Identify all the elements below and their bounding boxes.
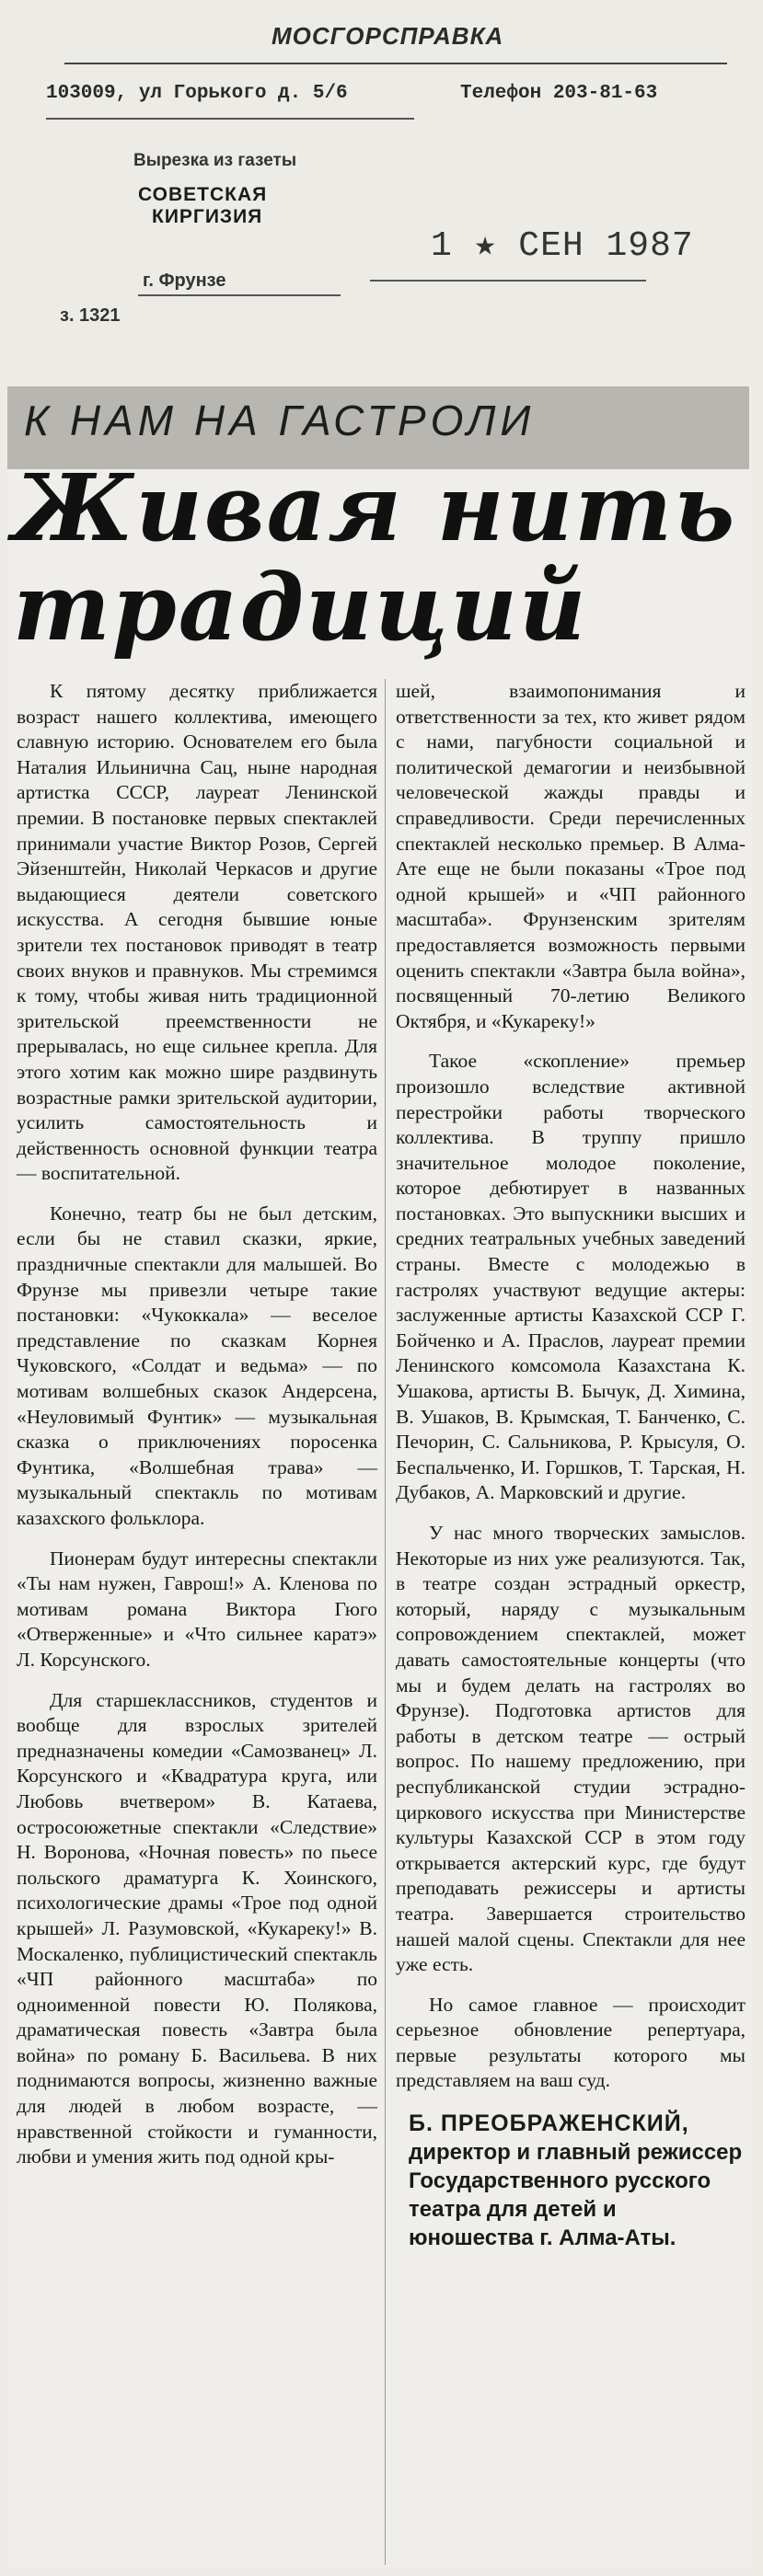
newspaper-name-line1: СОВЕТСКАЯ — [138, 184, 268, 205]
date-stamp: 1 ★ СЕН 1987 — [431, 226, 694, 266]
paragraph: Для старшеклассников, студентов и вообще для взрослых зрителей предназначены комедии «Самозванец» Л. Корсунского и «Квадратура круга, или Любовь вчетвером» В. Катаева, остросоюжетные спектакли «Следствие» Н. Воронова, «Ночная повесть» по пьесе польского драматурга К. Хоинского, психологические драмы «Трое под одной крышей» Л. Разумовской, «Кукареку!» В. Москаленко, публицистический спектакль «ЧП районного масштаба» по одноименной повести Ю. Полякова, драматическая повесть «Завтра была война» по роману Б. Васильева. В них поднимаются вопросы, жизненно важные для людей в любом возрасте, — нравственной стойкости и гуманности, любви и умения жить под одной кры- — [17, 1688, 377, 2168]
divider — [138, 294, 341, 296]
paragraph: шей, взаимопонимания и ответственности за тех, кто живет рядом с нами, пагубности социальной и политической демагогии и неизбывной человеческой жажды правды и справедливости. Среди перечисленных спектаклей несколько премьер. В Алма-Ате еще не были показаны «Трое под одной крышей» и «ЧП районного масштаба». Фрунзенским зрителям предоставляется возможность первыми оценить спектакли «Завтра была война», посвященный 70-летию Великого Октября, и «Кукареку!» — [396, 680, 746, 1032]
divider — [46, 118, 414, 120]
article-column-1 — [17, 679, 377, 2185]
agency-phone: Телефон 203-81-63 — [460, 83, 658, 104]
article-column-2 — [396, 679, 746, 2252]
article-headline — [13, 454, 749, 661]
rubric-label: К НАМ НА ГАСТРОЛИ — [24, 397, 536, 444]
divider — [64, 63, 727, 64]
paragraph: Но самое главное — происходит серьезное обновление репертуара, первые результаты которого мы представляем на ваш суд. — [396, 1993, 746, 2092]
author-title: директор и главный режиссер Государственного русского театра для детей и юношества г. Алма-Аты. — [409, 2140, 743, 2251]
headline-line1: Живая нить — [13, 454, 737, 562]
author-name: Б. ПРЕОБРАЖЕНСКИЙ, — [409, 2110, 689, 2137]
column-divider — [385, 679, 386, 2565]
newspaper-name-line2: КИРГИЗИЯ — [152, 206, 263, 227]
agency-name: МОСГОРСПРАВКА — [272, 22, 504, 50]
city-label: г. Фрунзе — [143, 270, 226, 291]
paragraph: К пятому десятку приближается возраст нашего коллектива, имеющего славную историю. Основателем его была Наталия Ильинична Сац, ныне народная артистка СССР, лауреат Ленинской премии. В постановке первых спектаклей принимали участие Виктор Розов, Сергей Эйзенштейн, Николай Черкасов и другие выдающиеся деятели советского искусства. А сегодня бывшие юные зрители тех постановок приводят в театр своих внуков и правнуков. Мы стремимся к тому, чтобы живая нить традиционной зрительской преемственности не прерывалась, но еще сильнее крепла. Для этого хотим как можно шире раздвинуть возрастные рамки зрительской аудитории, усилить самостоятельность и действенность основной функции театра — воспитательной. — [17, 680, 377, 1185]
paragraph: Такое «скопление» премьер произошло вследствие активной перестройки работы творческого коллектива. В труппу пришло значительное молодое поколение, которое дебютирует в названных постановках. Это выпускники высших и средних театральных учебных заведений страны. Вместе с молодежью в гастролях участвуют ведущие актеры: заслуженные артисты Казахской ССР Г. Бойченко и А. Праслов, лауреат премии Ленинского комсомола Казахстана К. Ушакова, артисты В. Бычук, Д. Химина, В. Ушаков, В. Крымская, Т. Банченко, С. Печорин, С. Сальникова, Р. Крысуля, О. Беспальченко, И. Горшков, Т. Тарская, Н. Дубаков, А. Марковский и другие. — [396, 1050, 746, 1504]
clip-label: Вырезка из газеты — [133, 151, 297, 170]
order-number: з. 1321 — [60, 305, 121, 326]
article — [7, 386, 753, 2567]
author-signature — [396, 2109, 746, 2252]
divider — [370, 280, 646, 282]
clipping-agency-stamp — [46, 13, 718, 326]
paragraph: У нас много творческих замыслов. Некоторые из них уже реализуются. Так, в театре создан эстрадный оркестр, который, наряду с музыкальным сопровождением спектаклей, может давать самостоятельные концерты (что мы и будем делать на гастролях во Фрунзе). Подготовка артистов для работы в детском театре — острый вопрос. По нашему предложению, при республиканской студии эстрадно-циркового искусства при Министерстве культуры Казахской ССР в этом году открывается актерский курс, где будут преподавать режиссеры и артисты театра. Завершается строительство нашей малой сцены. Спектакли для нее уже есть. — [396, 1522, 746, 1976]
paragraph: Конечно, театр бы не был детским, если бы не ставил сказки, яркие, праздничные спектакли для малышей. Во Фрунзе мы привезли четыре такие постановки: «Чукоккала» — веселое представление по сказкам Корнея Чуковского, «Солдат и ведьма» — по мотивам волшебных сказок Андерсена, «Неуловимый Фунтик» — музыкальная сказка о приключениях поросенка Фунтика, «Волшебная трава» — музыкальный спектакль по мотивам казахского фольклора. — [17, 1202, 377, 1529]
headline-line2: традиций — [13, 553, 588, 661]
agency-address: 103009, ул Горького д. 5/6 — [46, 83, 348, 104]
paragraph: Пионерам будут интересны спектакли «Ты нам нужен, Гаврош!» А. Кленова по мотивам романа Виктора Гюго «Отверженные» и «Что сильнее каратэ» Л. Корсунского. — [17, 1547, 377, 1671]
